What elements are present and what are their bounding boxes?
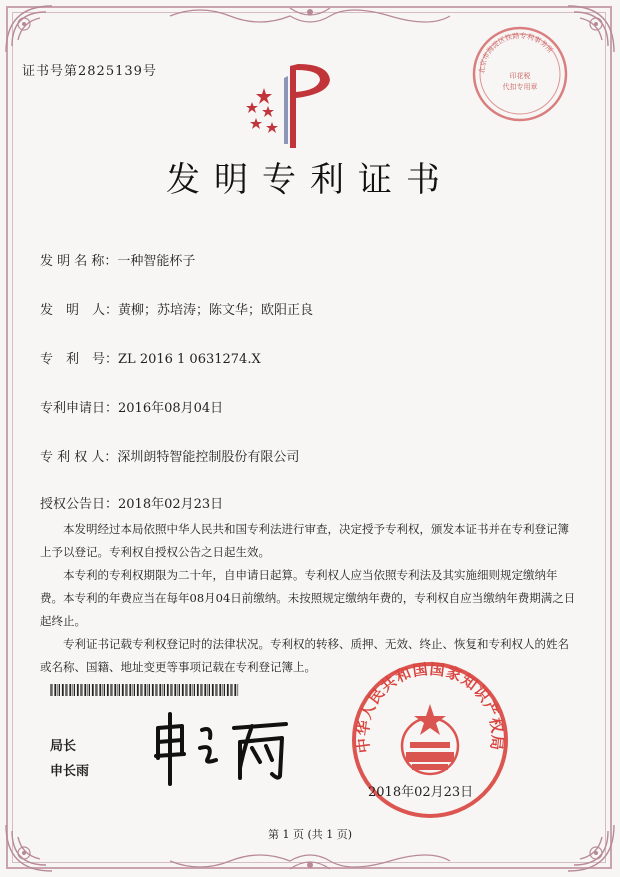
inventors-value: 黄柳；苏培涛；陈文华；欧阳正良 (118, 303, 314, 318)
field-invention-name (40, 250, 195, 269)
director-title: 局长 (50, 739, 77, 754)
body-paragraph: 本发明经过本局依照中华人民共和国专利法进行审查，决定授予专利权，颁发本证书并在专利登记簿上予以登记。专利权自授权公告之日起生效。 (40, 522, 569, 559)
field-patent-number (40, 348, 261, 367)
corner-ornament (2, 2, 56, 56)
body-paragraph: 本专利的专利权期限为二十年，自申请日起算。专利权人应当依照专利法及其实施细则规定缴纳年费。本专利的年费应当在每年08月04日前缴纳。未按照规定缴纳年费的，专利权自应当缴纳年费期满之日起终止。 (40, 568, 576, 628)
svg-text:北京市海淀区铁路专利事务所: 北京市海淀区铁路专利事务所 (477, 31, 555, 75)
patentee-label: 专 利 权 人： (40, 450, 118, 465)
certificate-title: 发明专利证书 (166, 160, 454, 200)
barcode (50, 684, 240, 696)
field-inventors (40, 299, 313, 318)
filing-date-label: 专利申请日： (40, 401, 119, 416)
field-grant-date (40, 493, 223, 512)
page-number: 第 1 页 (共 1 页) (267, 828, 353, 841)
seal-date: 2018年02月23日 (368, 785, 474, 800)
field-patentee (40, 446, 299, 465)
certificate-body (40, 518, 580, 679)
corner-ornament (564, 2, 618, 56)
grant-date-value: 2018年02月23日 (118, 497, 224, 512)
patentee-value: 深圳朗特智能控制股份有限公司 (117, 450, 300, 465)
svg-text:印花税: 印花税 (509, 72, 531, 80)
field-filing-date (40, 397, 223, 416)
bottom-ornament (160, 847, 460, 875)
patent-number-value: ZL 2016 1 0631274.X (118, 352, 261, 367)
svg-text:代扣专用章: 代扣专用章 (502, 83, 538, 91)
certificate-number: 证书号第2825139号 (22, 64, 157, 79)
invention-name-label: 发 明 名 称： (40, 254, 118, 269)
inventors-label: 发 明 人： (40, 303, 119, 318)
filing-date-value: 2016年08月04日 (118, 401, 224, 416)
patent-office-logo (238, 58, 348, 154)
top-ornament (160, 2, 460, 30)
svg-text:中华人民共和国国家知识产权局: 中华人民共和国国家知识产权局 (353, 660, 507, 754)
director-name: 申长雨 (50, 764, 90, 779)
body-paragraph: 专利证书记载专利权登记时的法律状况。专利权的转移、质押、无效、终止、恢复和专利权人的姓名或名称、国籍、地址变更等事项记载在专利登记簿上。 (40, 637, 569, 674)
grant-date-label: 授权公告日： (40, 497, 119, 512)
patent-number-label: 专 利 号： (40, 352, 119, 367)
tax-seal-stamp (470, 24, 570, 124)
invention-name-value: 一种智能杯子 (117, 254, 196, 269)
director-signature (148, 708, 298, 788)
